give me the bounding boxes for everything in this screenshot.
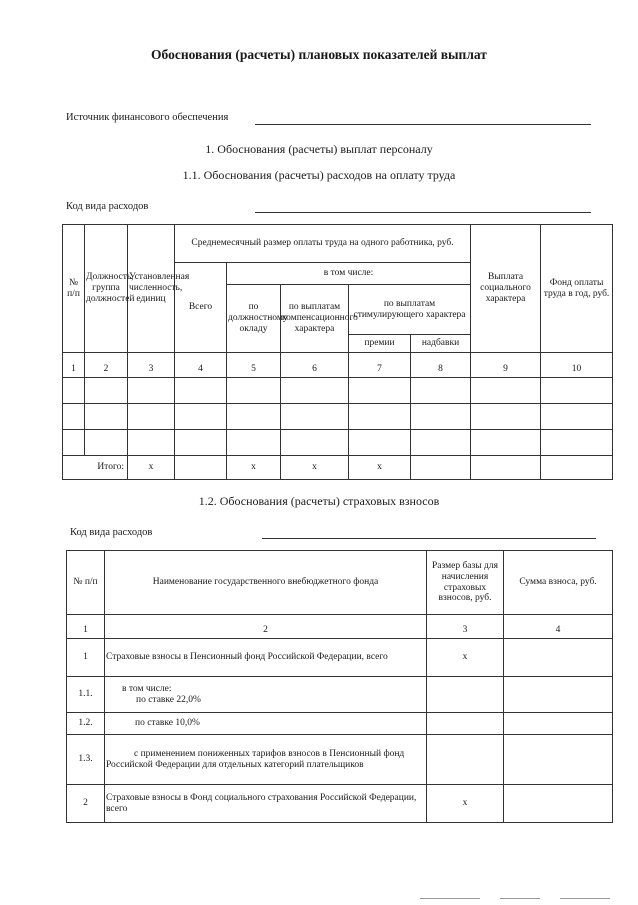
table-cell[interactable] (128, 430, 175, 456)
col-stim-header: по выплатам стимулирующего характера (349, 285, 471, 335)
section1-title: 1. Обоснования (расчеты) выплат персоналу (205, 142, 433, 156)
table-cell[interactable] (541, 404, 613, 430)
row-sum[interactable] (504, 639, 613, 677)
section11-title: 1.1. Обоснования (расчеты) расходов на оплату труда (182, 168, 456, 182)
col-base-header: Размер базы для начисления страховых взносов, руб. (427, 551, 504, 615)
row-name: по ставке 10,0% (105, 713, 427, 735)
col-number: 1 (67, 615, 105, 639)
table-cell[interactable] (175, 456, 227, 480)
scan-artifact (420, 898, 480, 899)
row-no: 2 (67, 785, 105, 823)
table-cell[interactable] (471, 430, 541, 456)
col-number: 2 (105, 615, 427, 639)
table-cell[interactable] (281, 404, 349, 430)
col-number: 3 (128, 353, 175, 378)
col-no-header: № п/п (67, 551, 105, 615)
scan-artifact (560, 898, 610, 899)
table-cell[interactable] (541, 430, 613, 456)
col-name-header: Наименование государственного внебюджетного фонда (105, 551, 427, 615)
row-name-line: в том числе: (122, 683, 172, 694)
table-cell[interactable] (128, 404, 175, 430)
col-number: 10 (541, 353, 613, 378)
table-cell[interactable] (227, 430, 281, 456)
table-cell[interactable] (471, 456, 541, 480)
row-base: x (427, 639, 504, 677)
row-base: x (427, 785, 504, 823)
row-name: Страховые взносы в Фонд социального страхования Российской Федерации, всего (105, 785, 427, 823)
payroll-table (62, 224, 613, 480)
total-row (63, 456, 613, 480)
total-label: Итого: (85, 456, 128, 480)
table-cell[interactable] (349, 404, 411, 430)
table-cell[interactable] (85, 404, 128, 430)
col-position-header: Должность, группа должностей (85, 225, 128, 353)
table-cell[interactable] (411, 456, 471, 480)
table-row (63, 430, 613, 456)
row-sum[interactable] (504, 785, 613, 823)
col-bonus-header: премии (349, 335, 411, 353)
row-base[interactable] (427, 735, 504, 785)
total-x: x (349, 456, 411, 480)
table-cell[interactable] (175, 378, 227, 404)
col-salary-header: по должностному окладу (227, 285, 281, 353)
row-no: 1.1. (67, 677, 105, 713)
row-base[interactable] (427, 713, 504, 735)
col-avg-header: Среднемесячный размер оплаты труда на одного работника, руб. (175, 225, 471, 263)
col-number: 1 (63, 353, 85, 378)
col-social-header: Выплата социального характера (471, 225, 541, 353)
table-cell[interactable] (63, 378, 85, 404)
row-name: с применением пониженных тарифов взносов в Пенсионный фонд Российской Федерации для отдельных категорий плательщиков (105, 735, 427, 785)
table-cell[interactable] (63, 430, 85, 456)
table-cell[interactable] (471, 404, 541, 430)
table-row (63, 378, 613, 404)
table-row (67, 639, 613, 677)
row-name-line: по ставке 22,0% (136, 694, 201, 705)
row-sum[interactable] (504, 735, 613, 785)
col-sum-header: Сумма взноса, руб. (504, 551, 613, 615)
total-x: x (281, 456, 349, 480)
table-cell[interactable] (411, 430, 471, 456)
table-cell[interactable] (175, 430, 227, 456)
table-cell[interactable] (175, 404, 227, 430)
table-cell[interactable] (411, 378, 471, 404)
table-cell[interactable] (227, 404, 281, 430)
col-units-header: Установленная численность, единиц (128, 225, 175, 353)
col-comp-header: по выплатам компенсационного характера (281, 285, 349, 353)
row-no: 1.2. (67, 713, 105, 735)
table-cell[interactable] (281, 378, 349, 404)
table-cell[interactable] (128, 378, 175, 404)
table-cell[interactable] (85, 378, 128, 404)
table-cell[interactable] (349, 378, 411, 404)
col-allow-header: надбавки (411, 335, 471, 353)
row-sum[interactable] (504, 713, 613, 735)
table-cell[interactable] (471, 378, 541, 404)
table-cell[interactable] (63, 404, 85, 430)
document-title: Обоснования (расчеты) плановых показателей выплат (151, 47, 487, 62)
expense-code-label-2: Код вида расходов (70, 527, 153, 538)
total-spacer (63, 456, 85, 480)
expense-code-field[interactable] (255, 212, 591, 213)
row-no: 1.3. (67, 735, 105, 785)
table-row (67, 677, 613, 713)
col-number: 8 (411, 353, 471, 378)
table-row (67, 785, 613, 823)
row-no: 1 (67, 639, 105, 677)
source-label: Источник финансового обеспечения (66, 112, 229, 123)
table-cell[interactable] (541, 378, 613, 404)
source-field[interactable] (255, 124, 591, 125)
col-number: 6 (281, 353, 349, 378)
table-cell[interactable] (349, 430, 411, 456)
row-name (105, 677, 427, 713)
table-row (63, 404, 613, 430)
table-row (67, 713, 613, 735)
row-name: Страховые взносы в Пенсионный фонд Российской Федерации, всего (105, 639, 427, 677)
expense-code-field-2[interactable] (262, 538, 596, 539)
col-number: 2 (85, 353, 128, 378)
table-cell[interactable] (541, 456, 613, 480)
total-x: x (227, 456, 281, 480)
col-number: 4 (504, 615, 613, 639)
col-number: 9 (471, 353, 541, 378)
col-incl-header: в том числе: (227, 263, 471, 285)
insurance-table (66, 550, 613, 823)
col-no-header: № п/п (63, 225, 85, 353)
section12-title: 1.2. Обоснования (расчеты) страховых взносов (198, 494, 440, 508)
col-number: 7 (349, 353, 411, 378)
col-number: 4 (175, 353, 227, 378)
row-base[interactable] (427, 677, 504, 713)
col-number: 3 (427, 615, 504, 639)
col-fund-header: Фонд оплаты труда в год, руб. (541, 225, 613, 353)
col-number: 5 (227, 353, 281, 378)
table-cell[interactable] (227, 378, 281, 404)
table-cell[interactable] (281, 430, 349, 456)
expense-code-label: Код вида расходов (66, 201, 149, 212)
scan-artifact (500, 898, 540, 899)
row-sum[interactable] (504, 677, 613, 713)
total-x: x (128, 456, 175, 480)
table-row (67, 735, 613, 785)
table-cell[interactable] (411, 404, 471, 430)
table-cell[interactable] (85, 430, 128, 456)
col-total-header: Всего (175, 263, 227, 353)
